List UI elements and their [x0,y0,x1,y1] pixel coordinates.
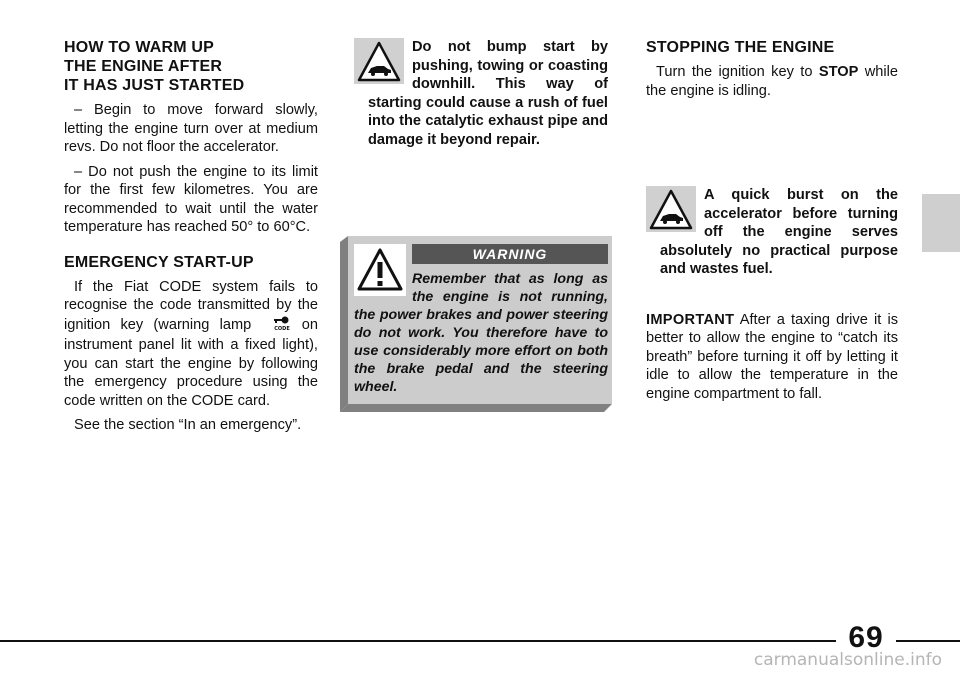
side-thumb-tab [922,194,960,252]
warmup-heading-line-2: THE ENGINE AFTER [64,58,223,75]
important-text: After a taxing drive it is better to allow the engine to “catch its breath” before turning it off by letting it idle to allow the temperature in the engine compartment to fall. [646,311,899,402]
stop-word: STOP [818,64,859,80]
warmup-heading [64,38,318,95]
emergency-paragraph-1 [64,278,318,411]
stopping-text-after: while the engine is idling. [646,64,898,99]
warning-content [354,244,608,396]
warmup-paragraph-2: – Do not push the engine to its limit for the first few kilometres. You are recommended to wait until the water temperature has reached 50° to 60°C. [64,163,318,235]
caution-car-icon [354,38,404,84]
stopping-paragraph [646,63,898,100]
watermark: carmanualsonline.info [753,650,942,670]
warmup-paragraph-1: – Begin to move forward slowly, letting the engine turn over at medium revs. Do not floor the accelerator. [64,102,318,155]
emergency-text-before: If the Fiat CODE system fails to recognise the code transmitted by the ignition key (warning lamp [64,278,318,333]
bump-caution-rest: This way of starting could cause a rush of fuel into the catalytic exhaust pipe and damage it beyond repair. [368,76,608,148]
column-middle [354,38,608,149]
warning-box [340,236,612,412]
warning-text: Remember that as long as the engine is not running, the power brakes and power steering do not work. You therefore have to use considerably more effort on both the brake pedal and the steering wheel. [354,271,608,395]
important-paragraph [646,311,898,404]
warning-triangle-icon [354,244,406,296]
column-right [646,38,898,403]
emergency-heading: EMERGENCY START-UP [64,253,254,271]
stopping-text-before: Turn the ignition key to [656,64,813,80]
important-label: IMPORTANT [646,311,735,328]
emergency-paragraph-2: See the section “In an emergency”. [74,417,302,433]
code-lamp-label: CODE [273,325,290,331]
bump-start-caution [354,38,608,149]
page-number: 69 [836,620,896,656]
warmup-heading-line-3: IT HAS JUST STARTED [64,77,245,94]
warmup-heading-line-1: HOW TO WARM UP [64,39,215,56]
bump-caution-first: Do not bump start by pushing, towing or coasting downhill. [412,39,608,92]
bottom-rule [0,640,960,642]
caution-car-icon-2 [646,186,696,232]
code-warning-lamp-icon [262,315,292,337]
emergency-text-after: on instrument panel lit with a fixed light), you can start the engine by following the emergency procedure using the code written on the CODE card. [64,316,318,409]
warning-label: WARNING [412,244,608,264]
accelerator-caution-text: A quick burst on the accelerator before turning off the engine serves absolutely no practical purpose and wastes fuel. [660,187,898,277]
column-left [64,38,318,435]
accelerator-caution [646,186,898,279]
stopping-heading: STOPPING THE ENGINE [646,39,835,56]
